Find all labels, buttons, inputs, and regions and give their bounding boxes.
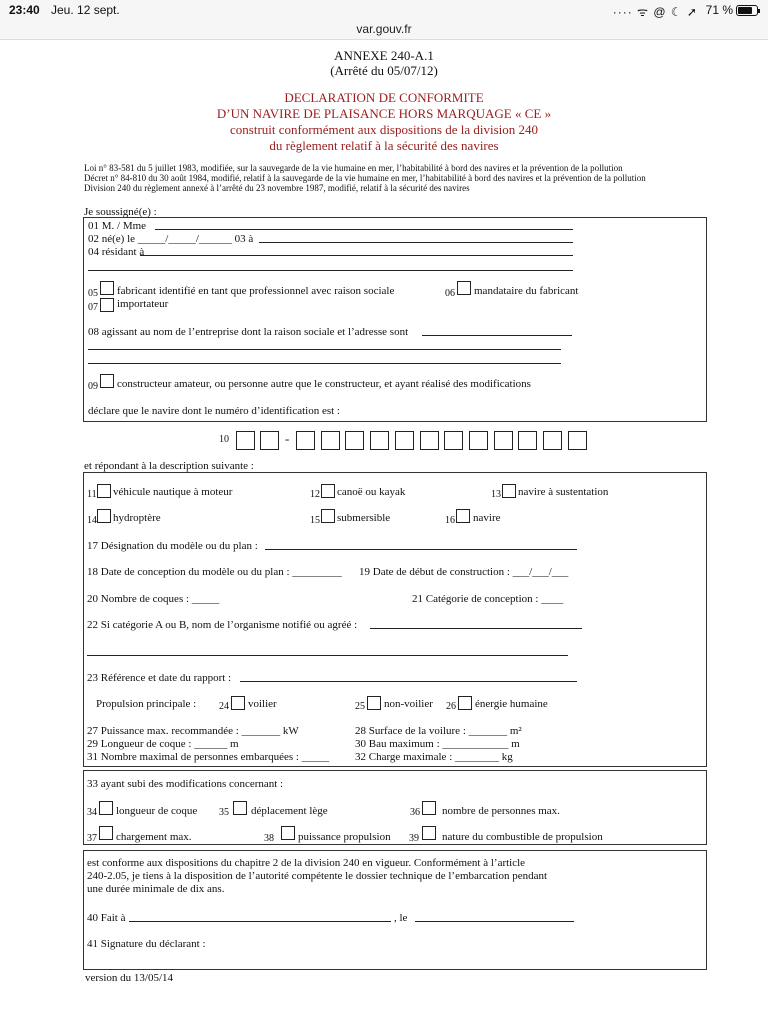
label-02-03: 02 né(e) le _____/_____/______ 03 à [88,233,254,245]
label-19: 19 Date de début de construction : ___/___/___ [359,566,569,578]
id-cell[interactable] [345,431,364,450]
status-icons: ···· ᯤ @ ☾ ➚ [612,5,698,19]
doc-subtitle-line2: du règlement relatif à la sécurité des navires [269,138,499,153]
label-32: 32 Charge maximale : ________ kg [355,751,513,763]
law-ref: Division 240 du règlement annexé à l’arrêté du 23 novembre 1987, modifié, relatif à la sécurité des navires [84,183,470,193]
field-04-line2[interactable] [88,270,573,271]
num-39: 39 [409,833,419,844]
checkbox-24[interactable] [231,696,245,710]
label-20: 20 Nombre de coques : _____ [87,593,220,605]
law-ref: Décret n° 84-810 du 30 août 1984, modifié, relatif à la sauvegarde de la vie humaine en mer, l’habitabilité à bord des navires et la prévention de la pollution [84,173,646,183]
label-07: importateur [117,298,169,310]
label-16: navire [473,512,501,524]
id-cell[interactable] [568,431,587,450]
version-footer: version du 13/05/14 [85,972,173,984]
checkbox-36[interactable] [422,801,436,815]
num-38: 38 [264,833,274,844]
declarant-box [83,217,707,422]
id-cell[interactable] [494,431,513,450]
label-18: 18 Date de conception du modèle ou du plan : _________ [87,566,342,578]
field-08-line3[interactable] [88,363,561,364]
label-27: 27 Puissance max. recommandée : _______ kW [87,725,299,737]
label-33: 33 ayant subi des modifications concernant : [87,778,284,790]
num-13: 13 [491,489,501,500]
checkbox-12[interactable] [321,484,335,498]
num-09: 09 [88,381,98,392]
label-14: hydroptère [113,512,161,524]
num-24: 24 [219,701,229,712]
label-36: nombre de personnes max. [442,805,560,817]
label-04: 04 résidant à [88,246,145,258]
checkbox-35[interactable] [233,801,247,815]
checkbox-26[interactable] [458,696,472,710]
num-07: 07 [88,302,98,313]
label-35: déplacement lège [251,805,328,817]
checkbox-25[interactable] [367,696,381,710]
num-14: 14 [87,515,97,526]
status-time: 23:40 [9,3,40,17]
checkbox-07[interactable] [100,298,114,312]
checkbox-38[interactable] [281,826,295,840]
checkbox-06[interactable] [457,281,471,295]
label-30: 30 Bau maximum : ____________ m [355,738,520,750]
section1-intro: Je soussigné(e) : [84,206,157,218]
checkbox-16[interactable] [456,509,470,523]
num-37: 37 [87,833,97,844]
status-date: Jeu. 12 sept. [51,3,120,17]
field-08-line[interactable] [422,335,572,336]
arrete-date: (Arrêté du 05/07/12) [330,63,438,78]
label-25: non-voilier [384,698,433,710]
id-cell[interactable] [543,431,562,450]
num-34: 34 [87,807,97,818]
law-ref: Loi n° 83-581 du 5 juillet 1983, modifiée, sur la sauvegarde de la vie humaine en mer, l’habitabilité à bord des navires et la prévention de la pollution [84,163,623,173]
num-25: 25 [355,701,365,712]
id-cell[interactable] [518,431,537,450]
label-40-date: , le [394,912,408,924]
id-cell[interactable] [444,431,463,450]
id-cell[interactable] [260,431,279,450]
num-10: 10 [219,434,229,445]
num-11: 11 [87,489,97,500]
num-12: 12 [310,489,320,500]
status-bar [0,0,768,22]
checkbox-15[interactable] [321,509,335,523]
id-cell[interactable] [420,431,439,450]
url-bar[interactable] [0,22,768,40]
field-22-line[interactable] [370,628,582,629]
conformity-text: est conforme aux dispositions du chapitre 2 de la division 240 en vigueur. Conformément à l’article [87,857,526,869]
num-05: 05 [88,288,98,299]
label-29: 29 Longueur de coque : ______ m [87,738,239,750]
field-01-line[interactable] [155,229,573,230]
label-28: 28 Surface de la voilure : _______ m² [355,725,522,737]
num-36: 36 [410,807,420,818]
label-34: longueur de coque [116,805,198,817]
field-23-line[interactable] [240,681,577,682]
field-22-line2[interactable] [87,655,568,656]
field-08-line2[interactable] [88,349,561,350]
label-09: constructeur amateur, ou personne autre que le constructeur, et ayant réalisé des modifications [117,378,531,390]
conformity-text: une durée minimale de dix ans. [87,883,225,895]
section2-intro: et répondant à la description suivante : [84,460,254,472]
url-text: var.gouv.fr [356,22,412,36]
num-06: 06 [445,288,455,299]
id-cell[interactable] [469,431,488,450]
checkbox-05[interactable] [100,281,114,295]
id-cell[interactable] [321,431,340,450]
checkbox-39[interactable] [422,826,436,840]
label-26: énergie humaine [475,698,548,710]
battery-icon [736,5,758,16]
label-12: canoë ou kayak [337,486,406,498]
doc-title-line1: DECLARATION DE CONFORMITE [284,90,484,105]
label-21: 21 Catégorie de conception : ____ [412,593,564,605]
label-01: 01 M. / Mme [88,220,147,232]
label-06: mandataire du fabricant [474,285,579,297]
field-03-line[interactable] [259,242,573,243]
label-22: 22 Si catégorie A ou B, nom de l’organisme notifié ou agréé : [87,619,358,631]
label-17: 17 Désignation du modèle ou du plan : [87,540,258,552]
checkbox-13[interactable] [502,484,516,498]
id-dash: - [285,431,290,446]
field-40-place-line[interactable] [129,921,391,922]
battery-percent: 71 % [705,3,733,17]
label-38: puissance propulsion [298,831,391,843]
num-15: 15 [310,515,320,526]
label-15: submersible [337,512,391,524]
num-16: 16 [445,515,455,526]
label-propulsion: Propulsion principale : [96,698,197,710]
label-13: navire à sustentation [518,486,609,498]
label-declare: déclare que le navire dont le numéro d’identification est : [88,405,340,417]
checkbox-09[interactable] [100,374,114,388]
checkbox-14[interactable] [97,509,111,523]
num-35: 35 [219,807,229,818]
id-cell[interactable] [395,431,414,450]
label-24: voilier [248,698,277,710]
doc-title-line2: D’UN NAVIRE DE PLAISANCE HORS MARQUAGE « CE » [216,106,552,121]
annex-title: ANNEXE 240-A.1 [334,48,434,63]
label-40: 40 Fait à [87,912,126,924]
id-cell[interactable] [236,431,255,450]
checkbox-11[interactable] [97,484,111,498]
num-26: 26 [446,701,456,712]
field-04-line[interactable] [140,255,573,256]
label-23: 23 Référence et date du rapport : [87,672,232,684]
label-05: fabricant identifié en tant que professionnel avec raison sociale [117,285,395,297]
label-31: 31 Nombre maximal de personnes embarquées : _____ [87,751,330,763]
field-17-line[interactable] [265,549,577,550]
label-11: véhicule nautique à moteur [113,486,233,498]
conformity-text: 240-2.05, je tiens à la disposition de l’autorité compétente le dossier technique de l’embarcation pendant [87,870,548,882]
checkbox-34[interactable] [99,801,113,815]
label-39: nature du combustible de propulsion [442,831,603,843]
id-cell[interactable] [370,431,389,450]
label-37: chargement max. [116,831,192,843]
field-40-date-line[interactable] [415,921,574,922]
checkbox-37[interactable] [99,826,113,840]
label-08: 08 agissant au nom de l’entreprise dont la raison sociale et l’adresse sont [88,326,409,338]
doc-subtitle-line1: construit conformément aux dispositions de la division 240 [230,122,538,137]
label-41: 41 Signature du déclarant : [87,938,206,950]
id-cell[interactable] [296,431,315,450]
